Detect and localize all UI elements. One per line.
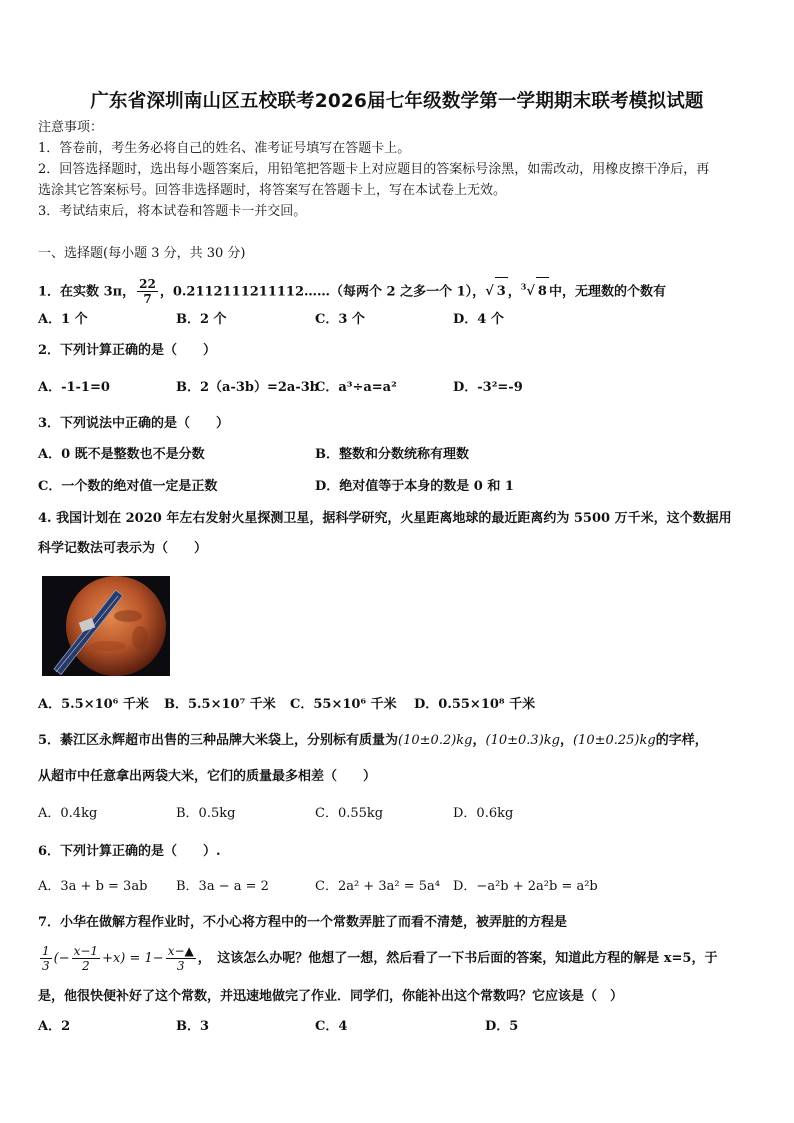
q3-option-c[interactable]: C．一个数的绝对值一定是正数	[38, 479, 218, 494]
mass-label-2: (10±0.3)kg	[485, 733, 560, 748]
notice-item-1: 1．答卷前，考生务必将自己的姓名、准考证号填写在答题卡上。	[38, 141, 411, 156]
question-4-stem: 4. 我国计划在 2020 年左右发射火星探测卫星，据科学研究，火星距离地球的最近距离约为 5500 万千米，这个数据用	[38, 511, 732, 526]
q3-option-a[interactable]: A．0 既不是整数也不是分数	[38, 447, 205, 462]
q6-option-c[interactable]: C．2a² + 3a² = 5a⁴	[315, 879, 440, 894]
notice-item-3: 3．考试结束后，将本试卷和答题卡一并交回。	[38, 204, 307, 219]
question-7-stem: 7．小华在做解方程作业时，不小心将方程中的一个常数弄脏了而看不清楚，被弄脏的方程是	[38, 915, 568, 930]
q7-option-a[interactable]: A．2	[38, 1019, 71, 1034]
question-7-equation-line: $\frac{1}{3}$ (− $\frac{x-1}{2}$ +x) = 1− $\frac{x-▲}{3}$ ， 这该怎么办呢？他想了一想，然后看了一下书后面的答案，知道此方程的解是 x=5，于	[38, 940, 717, 978]
q1-option-a[interactable]: A．1 个	[38, 312, 88, 327]
q4-option-b[interactable]: B．5.5×10⁷ 千米	[164, 697, 276, 712]
cube-root-8: $^3$√ 8	[521, 284, 549, 299]
notice-item-2-cont: 选涂其它答案标号。回答非选择题时，将答案写在答题卡上，写在本试卷上无效。	[38, 183, 507, 198]
q3-option-b[interactable]: B．整数和分数统称有理数	[315, 447, 469, 462]
question-2-stem: 2．下列计算正确的是（ ）	[38, 343, 217, 358]
equation: $\frac{1}{3}$ (− $\frac{x-1}{2}$ +x) = 1− $\frac{x-▲}{3}$	[42, 944, 194, 973]
q1-option-c[interactable]: C．3 个	[315, 312, 365, 327]
question-4-stem-cont: 科学记数法可表示为（ ）	[38, 541, 208, 556]
q3-option-d[interactable]: D．绝对值等于本身的数是 0 和 1	[315, 479, 514, 494]
q4-option-c[interactable]: C．55×10⁶ 千米	[290, 697, 397, 712]
q1-option-d[interactable]: D．4 个	[453, 312, 504, 327]
q2-option-c[interactable]: C．a³÷a=a²	[315, 380, 397, 395]
question-5-stem: 5．綦江区永辉超市出售的三种品牌大米袋上，分别标有质量为(10±0.2)kg，(10±0.3)kg，(10±0.25)kg的字样，	[38, 733, 708, 748]
question-5-stem-cont: 从超市中任意拿出两袋大米，它们的质量最多相差（ ）	[38, 769, 377, 784]
fraction-22-7: $\frac{22}{7}$	[139, 277, 156, 307]
notice-item-2: 2．回答选择题时，选出每小题答案后，用铅笔把答题卡上对应题目的答案标号涂黑，如需改动，用橡皮擦干净后，再	[38, 162, 710, 177]
mass-label-1: (10±0.2)kg	[398, 733, 473, 748]
page-title: 广东省深圳南山区五校联考2026届七年级数学第一学期期末联考模拟试题	[90, 91, 704, 112]
q1-option-b[interactable]: B．2 个	[176, 312, 227, 327]
q5-option-b[interactable]: B．0.5kg	[176, 806, 236, 821]
question-6-stem: 6．下列计算正确的是（ ）.	[38, 844, 221, 859]
q7-option-c[interactable]: C．4	[315, 1019, 348, 1034]
sqrt-3: √ 3	[485, 284, 508, 299]
q6-option-d[interactable]: D．−a²b + 2a²b = a²b	[453, 879, 598, 894]
q7-option-d[interactable]: D．5	[485, 1019, 519, 1034]
q2-option-b[interactable]: B．2（a-3b）=2a-3b	[176, 380, 319, 395]
section-heading: 一、选择题(每小题 3 分，共 30 分)	[38, 246, 246, 261]
q7-option-b[interactable]: B．3	[176, 1019, 210, 1034]
mars-satellite-image	[42, 576, 170, 676]
q6-option-b[interactable]: B．3a − a = 2	[176, 879, 269, 894]
question-1-stem: 1．在实数 3π， $\frac{22}{7}$ ，0.2112111211112……（每两个 2 之多一个 1），√ 3 ，$^3$√ 8 中，无理数的个数有	[38, 277, 666, 307]
question-7-stem-cont: 是，他很快便补好了这个常数，并迅速地做完了作业．同学们，你能补出这个常数吗？它应该是（ ）	[38, 989, 624, 1004]
q4-option-d[interactable]: D．0.55×10⁸ 千米	[414, 697, 536, 712]
q2-option-a[interactable]: A．-1-1=0	[38, 380, 110, 395]
q5-option-a[interactable]: A．0.4kg	[38, 806, 98, 821]
q5-option-d[interactable]: D．0.6kg	[453, 806, 514, 821]
q2-option-d[interactable]: D．-3²=-9	[453, 380, 523, 395]
question-3-stem: 3．下列说法中正确的是（ ）	[38, 416, 230, 431]
q5-option-c[interactable]: C．0.55kg	[315, 806, 384, 821]
notice-header: 注意事项：	[38, 120, 104, 135]
mass-label-3: (10±0.25)kg	[572, 733, 656, 748]
q6-option-a[interactable]: A．3a + b = 3ab	[38, 879, 148, 894]
q4-option-a[interactable]: A．5.5×10⁶ 千米	[38, 697, 149, 712]
